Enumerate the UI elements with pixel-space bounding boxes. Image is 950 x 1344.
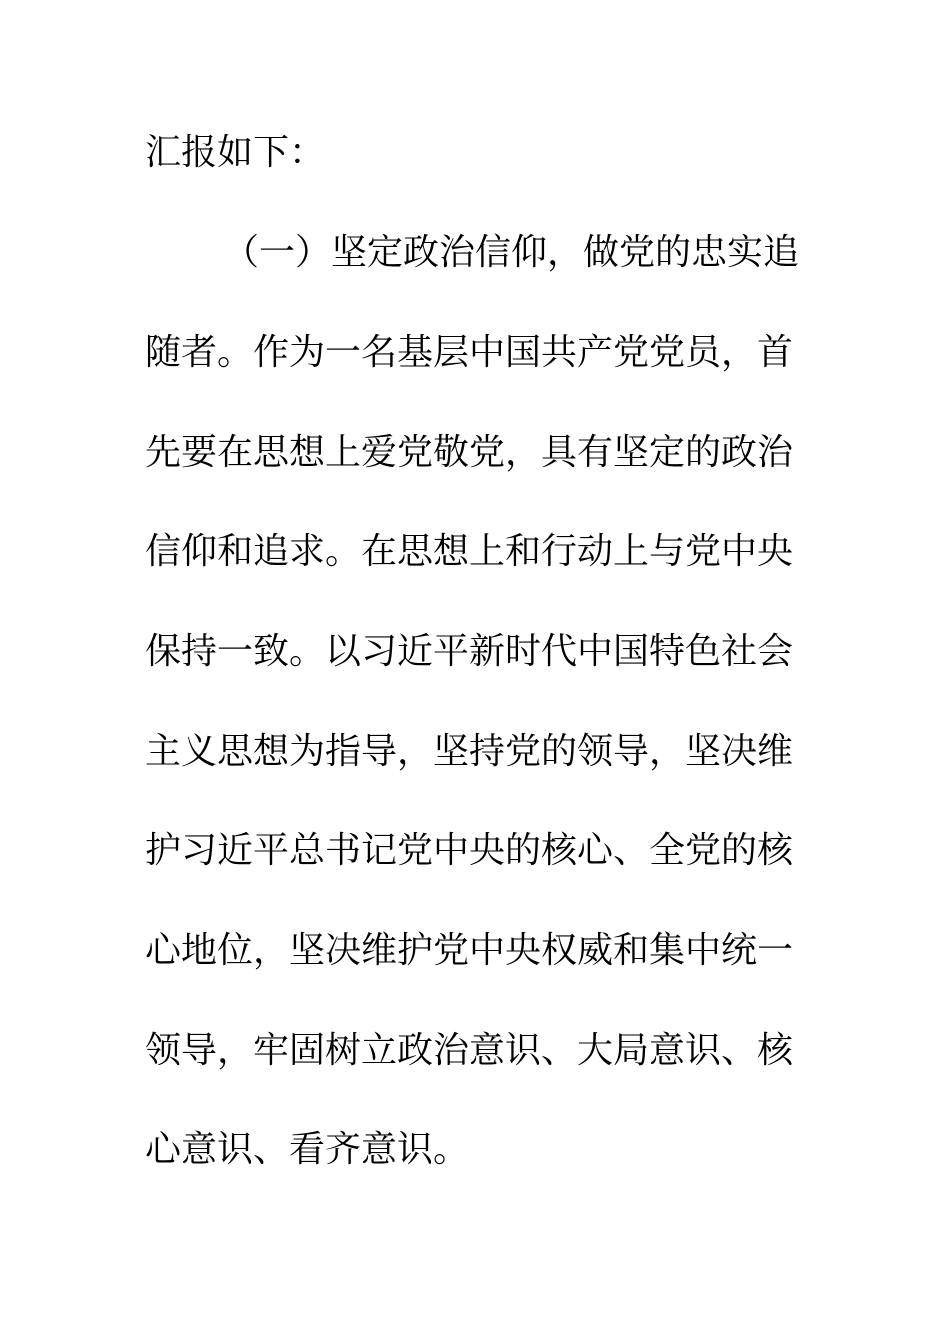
text-line-11: 心意识、看齐意识。 bbox=[145, 1129, 470, 1170]
text-line-3: 随者。作为一名基层中国共产党党员，首 bbox=[145, 332, 794, 373]
text-line-1: 汇报如下： bbox=[145, 132, 326, 173]
text-line-4: 先要在思想上爱党敬党，具有坚定的政治 bbox=[145, 432, 794, 473]
section-heading-line: （一）坚定政治信仰，做党的忠实追 bbox=[223, 232, 800, 273]
text-line-9: 心地位，坚决维护党中央权威和集中统一 bbox=[145, 930, 794, 971]
text-line-5: 信仰和追求。在思想上和行动上与党中央 bbox=[145, 531, 794, 572]
text-line-8: 护习近平总书记党中央的核心、全党的核 bbox=[145, 830, 794, 871]
text-line-7: 主义思想为指导，坚持党的领导，坚决维 bbox=[145, 731, 794, 772]
text-line-6: 保持一致。以习近平新时代中国特色社会 bbox=[145, 631, 794, 672]
text-line-10: 领导，牢固树立政治意识、大局意识、核 bbox=[145, 1030, 794, 1071]
